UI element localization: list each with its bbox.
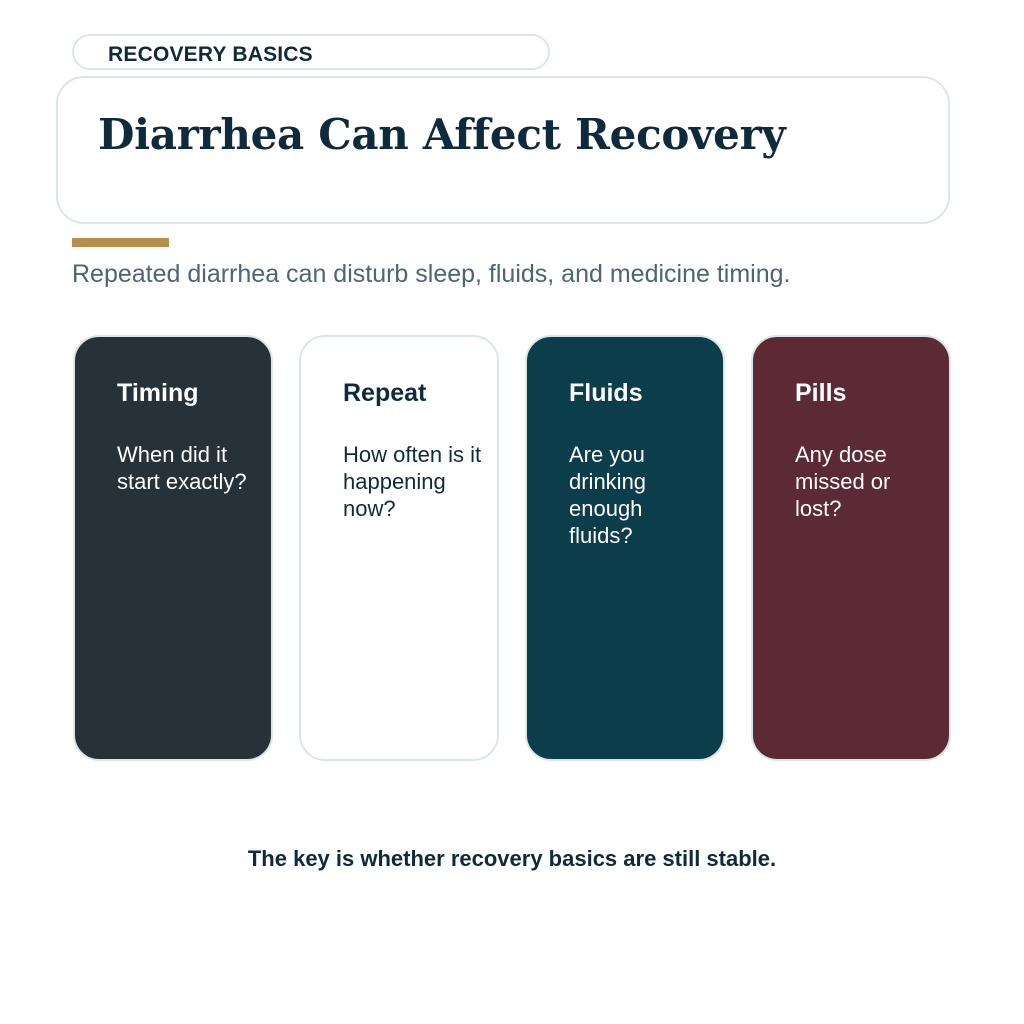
- card-question: When did it start exactly?: [117, 442, 247, 494]
- card-title: Timing: [117, 379, 199, 407]
- card-timing: [73, 335, 273, 761]
- card-question: Any dose missed or lost?: [795, 442, 891, 521]
- page-title: Diarrhea Can Affect Recovery: [98, 110, 786, 159]
- card-repeat: [299, 335, 499, 761]
- title-card: [56, 76, 950, 224]
- card-question: Are you drinking enough fluids?: [569, 442, 647, 548]
- section-label: RECOVERY BASICS: [108, 43, 313, 66]
- card-title: Fluids: [569, 379, 643, 407]
- page-subtitle: Repeated diarrhea can disturb sleep, fluids, and medicine timing.: [72, 260, 791, 288]
- card-title: Pills: [795, 379, 847, 407]
- accent-rule: [72, 238, 169, 247]
- section-label-pill: [72, 34, 550, 70]
- card-title: Repeat: [343, 379, 427, 407]
- card-fluids: [525, 335, 725, 761]
- footer-note: The key is whether recovery basics are still stable.: [247, 846, 777, 871]
- card-pills: [751, 335, 951, 761]
- card-question: How often is it happening now?: [343, 442, 482, 521]
